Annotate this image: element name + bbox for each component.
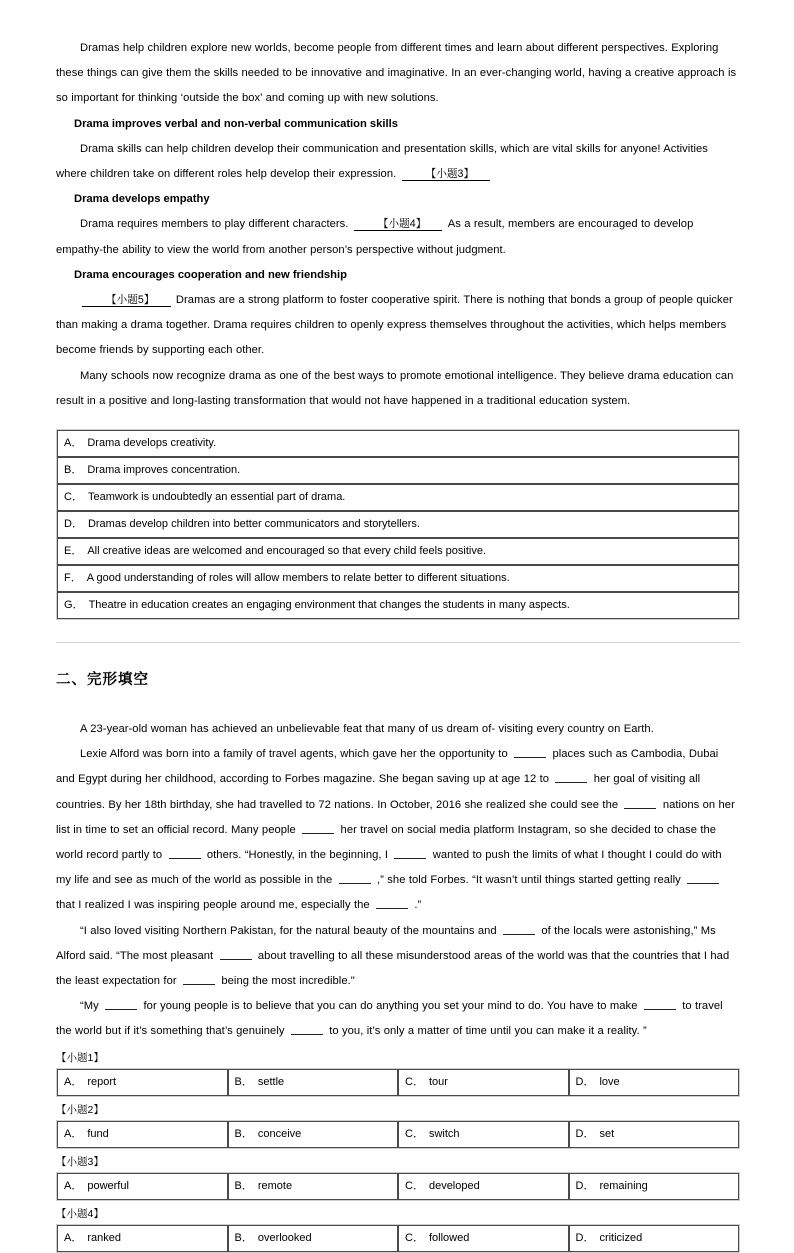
cloze-q3-option-d[interactable] (569, 1173, 740, 1200)
option-text: love (599, 1075, 620, 1088)
cloze-blank-5[interactable] (169, 848, 201, 859)
cloze-blank-12[interactable] (183, 974, 215, 985)
cloze-q4-option-d[interactable] (569, 1225, 740, 1252)
option-letter: A． (64, 1127, 83, 1140)
option-letter: A． (64, 437, 83, 450)
cloze-paragraph-4 (56, 994, 740, 1044)
cloze-paragraph-3 (56, 919, 740, 995)
cloze-text: ,” she told Forbes. “It wasn’t until things started getting really (373, 874, 685, 887)
cloze-text: about travelling to all these misunderstood areas of the world was that the countries that I had the least expectation for (56, 949, 730, 988)
reading-option-d[interactable] (57, 511, 739, 538)
cloze-text: being the most incredible." (218, 975, 355, 988)
cloze-text: Lexie Alford was born into a family of travel agents, which gave her the opportunity to (80, 748, 512, 761)
cloze-q2-option-d[interactable] (569, 1121, 740, 1148)
cloze-blank-15[interactable] (291, 1024, 323, 1035)
cloze-q2-option-c[interactable] (398, 1121, 569, 1148)
cloze-q1-option-d[interactable] (569, 1069, 740, 1096)
reading-options-table (56, 429, 740, 620)
cloze-options-body-4 (57, 1225, 739, 1252)
option-text: All creative ideas are welcomed and encouraged so that every child feels positive. (87, 545, 487, 558)
reading-blank-3[interactable]: 【小题3】 (402, 168, 491, 181)
cloze-paragraph-1 (56, 717, 740, 742)
option-text: developed (428, 1179, 480, 1192)
table-row[interactable] (57, 1121, 739, 1148)
reading-subheading-1: Drama improves verbal and non-verbal communication skills (74, 117, 398, 130)
option-letter: E． (64, 545, 83, 558)
reading-subheading-2: Drama develops empathy (74, 193, 210, 206)
option-letter: C． (405, 1127, 424, 1140)
table-row[interactable] (57, 511, 739, 538)
option-letter: C． (64, 491, 83, 504)
question-label-2: 【小题2】 (56, 1103, 104, 1116)
reading-paragraph-4 (56, 288, 740, 364)
reading-option-e[interactable] (57, 538, 739, 565)
table-row[interactable] (57, 430, 739, 457)
option-text: followed (428, 1231, 470, 1244)
reading-option-c[interactable] (57, 484, 739, 511)
option-letter: A． (64, 1075, 83, 1088)
table-row[interactable] (57, 538, 739, 565)
cloze-passage (56, 717, 740, 1045)
cloze-q1-option-b[interactable] (228, 1069, 399, 1096)
table-row[interactable] (57, 457, 739, 484)
reading-paragraph-1: Dramas help children explore new worlds, become people from different times and learn about different perspectives. Exploring these things can give them the skills needed to be innovative and imaginative. In an ever-changing world, having a creative approach is so important for thinking ‘outside the box’ and coming up with new solutions. (56, 42, 737, 105)
table-row[interactable] (57, 592, 739, 619)
cloze-text: nations on her list in time to set an official record. Many people (56, 798, 735, 836)
option-letter: C． (405, 1179, 424, 1192)
cloze-text: “My (80, 1000, 103, 1013)
cloze-blank-6[interactable] (394, 848, 426, 859)
cloze-q3-option-b[interactable] (228, 1173, 399, 1200)
reading-option-g[interactable] (57, 592, 739, 619)
option-letter: D． (575, 1231, 595, 1244)
option-text: overlooked (257, 1231, 312, 1244)
cloze-q4-option-c[interactable] (398, 1225, 569, 1252)
table-row[interactable] (57, 1225, 739, 1252)
option-letter: D． (64, 518, 83, 531)
cloze-text: places such as Cambodia, Dubai and Egypt during her childhood, according to Forbes magazine. She began saving up at age 12 to (56, 748, 719, 786)
option-text: fund (87, 1127, 109, 1140)
option-text: set (599, 1127, 615, 1140)
option-letter: D． (575, 1127, 595, 1140)
option-text: Theatre in education creates an engaging environment that changes the students in many aspects. (88, 599, 570, 612)
cloze-options-table-1 (56, 1068, 740, 1097)
question-label-3: 【小题3】 (56, 1155, 104, 1168)
cloze-text: wanted to push the limits of what I thought I could do with my life and see as much of the world as possible in the (56, 849, 722, 887)
table-row[interactable] (57, 1069, 739, 1096)
reading-option-f[interactable] (57, 565, 739, 592)
cloze-blank-3[interactable] (624, 798, 656, 809)
cloze-q1-option-c[interactable] (398, 1069, 569, 1096)
reading-paragraph-5: Many schools now recognize drama as one of the best ways to promote emotional intelligence. They believe drama education can result in a positive and long-lasting transformation that would not have happened in a traditional education system. (56, 369, 734, 407)
reading-option-a[interactable] (57, 430, 739, 457)
cloze-section-title: 二、完形填空 (56, 672, 149, 689)
option-letter: C． (405, 1231, 424, 1244)
cloze-text: to travel the world but if it’s something that’s genuinely (56, 1000, 723, 1038)
option-letter: G． (64, 599, 84, 612)
reading-blank-5[interactable]: 【小题5】 (82, 294, 171, 307)
option-text: A good understanding of roles will allow members to relate better to different situations. (86, 572, 510, 585)
reading-paragraph-3-text-before: Drama requires members to play different characters. (80, 218, 349, 231)
reading-paragraph-2-text: Drama skills can help children develop their communication and presentation skills, which are vital skills for anyone! Activities where children take on different roles help develop their expression. (56, 142, 708, 181)
cloze-paragraph-2 (56, 742, 740, 918)
cloze-blank-13[interactable] (105, 999, 137, 1010)
cloze-blank-4[interactable] (302, 823, 334, 834)
option-text: criticized (599, 1231, 643, 1244)
cloze-blank-11[interactable] (220, 949, 252, 960)
option-text: tour (428, 1075, 448, 1088)
cloze-q4-option-a[interactable] (57, 1225, 228, 1252)
option-text: Drama improves concentration. (87, 464, 241, 477)
option-letter: D． (575, 1075, 595, 1088)
option-letter: D． (575, 1179, 595, 1192)
spacer-before-options (56, 414, 740, 426)
cloze-q2-option-b[interactable] (228, 1121, 399, 1148)
cloze-options-body-2 (57, 1121, 739, 1148)
cloze-text: her goal of visiting all countries. By her 18th birthday, she had travelled to 72 nations. In October, 2016 she realized she could see the (56, 773, 701, 811)
page-content (56, 36, 740, 1253)
cloze-text: for young people is to believe that you can do anything you set your mind to do. You have to make (140, 1000, 641, 1013)
table-row[interactable] (57, 565, 739, 592)
cloze-blank-2[interactable] (555, 772, 587, 783)
reading-paragraph-3-text-after: As a result, members are encouraged to develop empathy-the ability to view the world from another person’s perspective without judgment. (56, 218, 694, 256)
question-label-4: 【小题4】 (56, 1207, 104, 1220)
table-row[interactable] (57, 1173, 739, 1200)
option-letter: B． (234, 1231, 253, 1244)
option-text: powerful (87, 1179, 129, 1192)
cloze-blank-14[interactable] (644, 999, 676, 1010)
cloze-blank-10[interactable] (503, 924, 535, 935)
option-text: Drama develops creativity. (87, 437, 217, 450)
cloze-paragraph-1-text: A 23-year-old woman has achieved an unbelievable feat that many of us dream of- visiting every country on Earth. (80, 723, 654, 736)
cloze-blank-8[interactable] (687, 873, 719, 884)
reading-passage (56, 36, 740, 414)
option-letter: F． (64, 572, 82, 585)
cloze-options-body-1 (57, 1069, 739, 1096)
cloze-text: of the locals were astonishing,” Ms Alford said. “The most pleasant (56, 924, 716, 962)
cloze-options-table-4 (56, 1224, 740, 1253)
cloze-text: “I also loved visiting Northern Pakistan, for the natural beauty of the mountains and (80, 924, 501, 937)
option-text: remote (257, 1179, 293, 1192)
option-letter: B． (64, 464, 83, 477)
cloze-q2-option-a[interactable] (57, 1121, 228, 1148)
cloze-q3-option-a[interactable] (57, 1173, 228, 1200)
option-letter: B． (234, 1179, 253, 1192)
reading-paragraph-4-text-after: Dramas are a strong platform to foster cooperative spirit. There is nothing that bonds a group of people quicker than making a drama together. Drama requires children to openly express themselves throughout the activities, which helps members become friends by supporting each other. (56, 294, 733, 357)
option-letter: A． (64, 1231, 83, 1244)
option-letter: B． (234, 1127, 253, 1140)
cloze-text: to you, it’s only a matter of time until you can make it a reality. ” (325, 1025, 647, 1038)
cloze-options-table-3 (56, 1172, 740, 1201)
cloze-blank-7[interactable] (339, 873, 371, 884)
option-letter: A． (64, 1179, 83, 1192)
cloze-options-table-2 (56, 1120, 740, 1149)
cloze-blank-9[interactable] (376, 898, 408, 909)
reading-blank-4[interactable]: 【小题4】 (354, 218, 443, 231)
cloze-q4-option-b[interactable] (228, 1225, 399, 1252)
spacer-after-section-title (56, 691, 740, 717)
option-text: switch (428, 1127, 460, 1140)
cloze-q3-option-c[interactable] (398, 1173, 569, 1200)
option-text: ranked (87, 1231, 121, 1244)
reading-options-body (57, 430, 739, 619)
reading-paragraph-2 (56, 137, 740, 187)
option-letter: C． (405, 1075, 424, 1088)
reading-paragraph-3 (56, 212, 740, 262)
option-text: remaining (599, 1179, 648, 1192)
reading-option-b[interactable] (57, 457, 739, 484)
option-text: settle (257, 1075, 285, 1088)
section-divider (56, 642, 740, 643)
cloze-text: others. “Honestly, in the beginning, I (203, 849, 392, 862)
cloze-blank-1[interactable] (514, 747, 546, 758)
cloze-text: her travel on social media platform Instagram, so she decided to chase the world record partly to (56, 823, 717, 862)
cloze-text: that I realized I was inspiring people around me, especially the (56, 899, 374, 912)
reading-subheading-3: Drama encourages cooperation and new friendship (74, 268, 347, 281)
cloze-text: .” (411, 899, 422, 912)
cloze-q1-option-a[interactable] (57, 1069, 228, 1096)
option-text: report (87, 1075, 117, 1088)
cloze-options-body-3 (57, 1173, 739, 1200)
table-row[interactable] (57, 484, 739, 511)
option-letter: B． (234, 1075, 253, 1088)
option-text: Teamwork is undoubtedly an essential part of drama. (87, 491, 346, 504)
option-text: Dramas develop children into better communicators and storytellers. (87, 518, 420, 531)
question-label-1: 【小题1】 (56, 1051, 104, 1064)
option-text: conceive (257, 1127, 302, 1140)
